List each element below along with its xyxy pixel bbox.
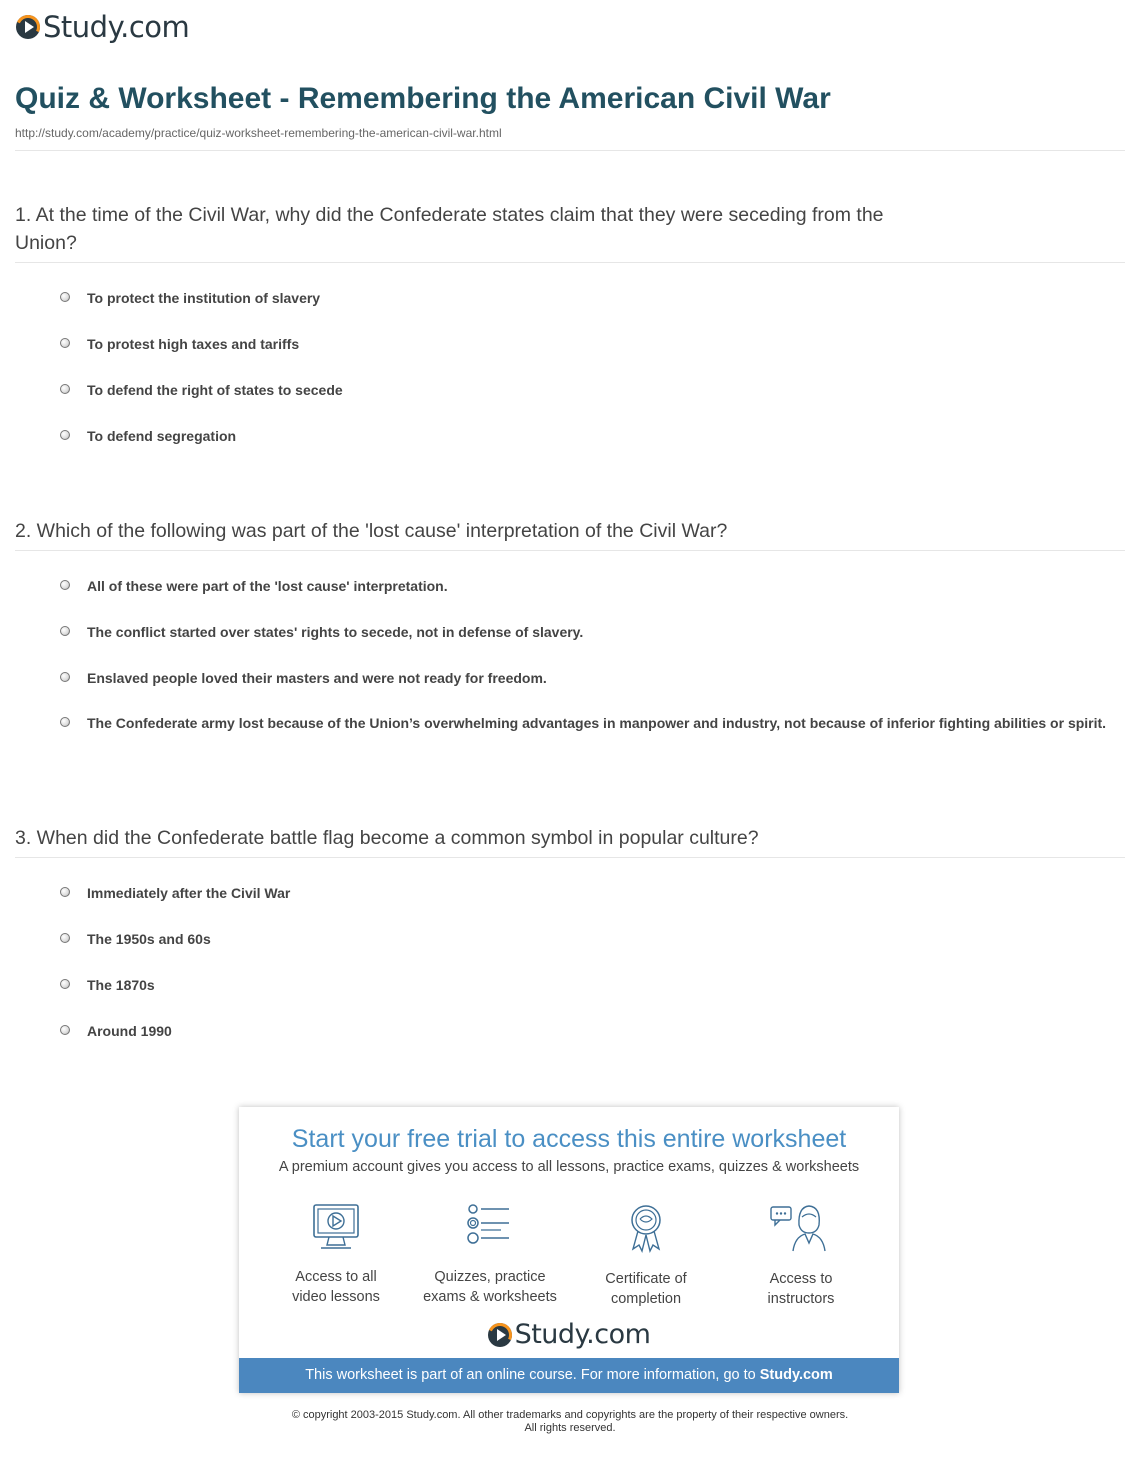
- page-title: Quiz & Worksheet - Remembering the American Civil War: [15, 82, 831, 115]
- course-info-bar[interactable]: [239, 1358, 899, 1393]
- choice-label: To defend segregation: [87, 428, 237, 444]
- answer-choice[interactable]: [60, 1021, 1110, 1041]
- video-lesson-icon: [311, 1203, 361, 1251]
- promo-title[interactable]: Start your free trial to access this entire worksheet: [291, 1125, 847, 1153]
- feature-line: Access to all: [295, 1269, 377, 1285]
- page-url: http://study.com/academy/practice/quiz-worksheet-remembering-the-american-civil-war.html: [15, 126, 502, 140]
- copyright-line: © copyright 2003-2015 Study.com. All other trademarks and copyrights are the property of their respective owners.: [291, 1409, 849, 1421]
- feature-line: instructors: [767, 1291, 835, 1307]
- promo-subtitle: A premium account gives you access to all lessons, practice exams, quizzes & worksheets: [278, 1159, 860, 1175]
- copyright-footer: [0, 1409, 1140, 1435]
- answer-choice[interactable]: [60, 288, 1110, 308]
- feature-certificate: [571, 1203, 721, 1309]
- radio-button[interactable]: [60, 887, 70, 897]
- radio-button[interactable]: [60, 626, 70, 636]
- logo-text: Study.com: [43, 10, 190, 44]
- choice-label: All of these were part of the 'lost cause' interpretation.: [87, 578, 448, 594]
- choice-label: To protect the institution of slavery: [87, 290, 321, 306]
- choice-label: The 1950s and 60s: [87, 931, 211, 947]
- divider: [15, 150, 1125, 151]
- radio-button[interactable]: [60, 672, 70, 682]
- choice-label: The 1870s: [87, 977, 155, 993]
- copyright-line: All rights reserved.: [524, 1422, 616, 1434]
- feature-instructors: [726, 1203, 876, 1309]
- radio-button[interactable]: [60, 717, 70, 727]
- answer-choice[interactable]: [60, 975, 1110, 995]
- radio-button[interactable]: [60, 384, 70, 394]
- free-trial-promo[interactable]: [239, 1107, 899, 1393]
- answer-choice[interactable]: [60, 622, 1110, 642]
- radio-button[interactable]: [60, 933, 70, 943]
- feature-video-lessons: [261, 1203, 411, 1307]
- divider: [15, 857, 1125, 858]
- play-logo-icon: [488, 1323, 512, 1347]
- promo-study-logo[interactable]: [239, 1319, 899, 1350]
- choice-label: To protest high taxes and tariffs: [87, 336, 300, 352]
- feature-line: completion: [610, 1291, 682, 1307]
- answer-choice[interactable]: [60, 426, 1110, 446]
- question-1: 1. At the time of the Civil War, why did the Confederate states claim that they were seceding from the Union?: [15, 204, 884, 254]
- answer-choice[interactable]: [60, 713, 1110, 733]
- question-2: 2. Which of the following was part of the 'lost cause' interpretation of the Civil War?: [15, 520, 728, 542]
- choice-label: To defend the right of states to secede: [87, 382, 343, 398]
- answer-choice[interactable]: [60, 668, 1110, 688]
- feature-line: exams & worksheets: [423, 1289, 557, 1305]
- play-logo-icon: [16, 15, 40, 39]
- feature-line: video lessons: [292, 1289, 380, 1305]
- divider: [15, 262, 1125, 263]
- certificate-icon: [621, 1203, 671, 1253]
- radio-button[interactable]: [60, 979, 70, 989]
- radio-button[interactable]: [60, 430, 70, 440]
- radio-button[interactable]: [60, 292, 70, 302]
- question-3: 3. When did the Confederate battle flag become a common symbol in popular culture?: [15, 827, 759, 849]
- answer-choice[interactable]: [60, 334, 1110, 354]
- feature-line: Certificate of: [605, 1271, 687, 1287]
- answer-choice[interactable]: [60, 576, 1110, 596]
- choice-label: Around 1990: [87, 1023, 172, 1039]
- radio-button[interactable]: [60, 338, 70, 348]
- quiz-list-icon: [465, 1203, 515, 1251]
- radio-button[interactable]: [60, 1025, 70, 1035]
- radio-button[interactable]: [60, 580, 70, 590]
- feature-line: Quizzes, practice: [434, 1269, 546, 1285]
- feature-line: Access to: [769, 1271, 833, 1287]
- choice-label: Immediately after the Civil War: [87, 885, 291, 901]
- answer-choice[interactable]: [60, 380, 1110, 400]
- bar-text: This worksheet is part of an online course. For more information, go to: [305, 1367, 760, 1383]
- study-link[interactable]: Study.com: [759, 1367, 833, 1383]
- choice-label: Enslaved people loved their masters and were not ready for freedom.: [87, 670, 547, 686]
- answer-choice[interactable]: [60, 929, 1110, 949]
- choice-label: The Confederate army lost because of the Union’s overwhelming advantages in manpower and industry, not because of inferior fighting abilities or spirit.: [87, 715, 1107, 731]
- answer-choice[interactable]: [60, 883, 1110, 903]
- feature-quizzes: [415, 1203, 565, 1307]
- instructor-icon: [769, 1203, 833, 1253]
- divider: [15, 550, 1125, 551]
- promo-logo-text: Study.com: [514, 1319, 651, 1350]
- choice-label: The conflict started over states' rights to secede, not in defense of slavery.: [87, 624, 584, 640]
- study-logo[interactable]: [16, 10, 189, 44]
